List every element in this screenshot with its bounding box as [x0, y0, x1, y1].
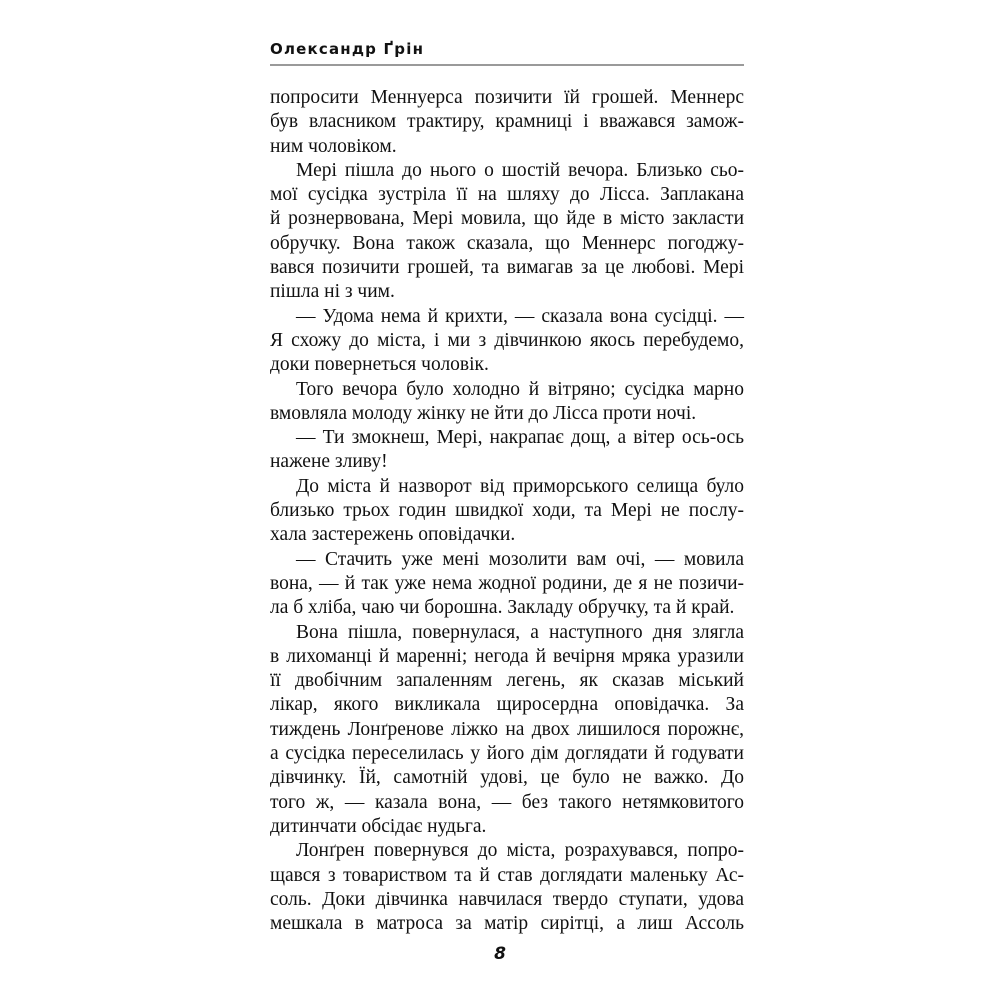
- text-line: хала застережень оповідачки.: [270, 524, 516, 546]
- paragraph: [270, 305, 744, 378]
- text-line: — Удома нема й крихти, — сказала вона сусідці. —: [296, 305, 744, 327]
- paragraph: [270, 86, 744, 159]
- text-line: ним чоловіком.: [270, 135, 397, 157]
- page-number: 8: [494, 944, 506, 964]
- text-line: Вона пішла, повернулася, а наступного дня злягла: [296, 621, 744, 643]
- paragraph: [270, 548, 744, 621]
- text-line: попросити Меннуерса позичити їй грошей. Меннерс: [270, 87, 744, 108]
- body-text: [270, 86, 744, 936]
- text-line: пішла ні з чим.: [270, 281, 395, 303]
- text-line: Того вечора було холодно й вітряно; сусідка марно: [296, 378, 744, 400]
- text-line: був власником трактиру, крамниці і вважався замож-: [270, 111, 744, 133]
- text-line: а сусідка переселилась у його дім доглядати й годувати: [270, 743, 744, 765]
- text-line: До міста й назворот від приморського селища було: [296, 475, 744, 497]
- paragraph: [270, 159, 744, 305]
- text-line: вона, — й так уже нема жодної родини, де я не позичи-: [270, 572, 744, 594]
- paragraph: [270, 475, 744, 548]
- text-line: вався позичити грошей, та вимагав за це любові. Мері: [270, 257, 744, 279]
- text-line: того ж, — казала вона, — без такого нетямковитого: [270, 791, 744, 813]
- text-line: близько трьох годин швидкої ходи, та Мері не послу-: [270, 500, 744, 522]
- running-head-author: Олександр Ґрін: [270, 40, 425, 58]
- paragraph: [270, 426, 744, 475]
- text-line: обручку. Вона також сказала, що Меннерс погоджу-: [270, 232, 744, 254]
- text-line: щався з товариством та й став доглядати маленьку Ас-: [270, 864, 744, 886]
- text-line: лікар, якого викликала щиросердна оповідачка. За: [270, 694, 744, 716]
- paragraph: [270, 621, 744, 840]
- text-line: в лихоманці й маренні; негода й вечірня мряка уразили: [270, 645, 744, 667]
- header-rule: [270, 64, 744, 66]
- text-line: соль. Доки дівчинка навчилася твердо ступати, удова: [270, 888, 744, 910]
- text-line: дівчинку. Їй, самотній удові, це було не важко. До: [270, 767, 744, 789]
- text-line: мої сусідка зустріла її на шляху до Лісса. Заплакана: [270, 184, 744, 206]
- text-line: й рознервована, Мері мовила, що йде в місто закласти: [270, 208, 744, 230]
- paragraph: [270, 839, 744, 936]
- text-line: ла б хліба, чаю чи борошна. Закладу обручку, та й край.: [270, 597, 735, 619]
- text-line: — Стачить уже мені мозолити вам очі, — мовила: [296, 548, 744, 570]
- text-line: Мері пішла до нього о шостій вечора. Близько сьо-: [296, 159, 744, 181]
- text-line: вмовляла молоду жінку не йти до Лісса проти ночі.: [270, 402, 697, 424]
- text-line: Я схожу до міста, і ми з дівчинкою якось перебудемо,: [270, 329, 744, 351]
- text-line: доки повернеться чоловік.: [270, 354, 489, 376]
- text-line: її двобічним запаленням легень, як сказав міський: [270, 670, 744, 692]
- text-line: мешкала в матроса за матір сирітці, а лиш Ассоль: [270, 913, 744, 935]
- text-line: Лонґрен повернувся до міста, розрахувався, попро-: [296, 840, 744, 862]
- text-line: — Ти змокнеш, Мері, накрапає дощ, а вітер ось-ось: [296, 427, 744, 449]
- text-line: тиждень Лонґренове ліжко на двох лишилося порожнє,: [270, 718, 744, 740]
- text-line: нажене зливу!: [270, 451, 388, 473]
- text-line: дитинчати обсідає нудьга.: [270, 815, 487, 837]
- paragraph: [270, 378, 744, 427]
